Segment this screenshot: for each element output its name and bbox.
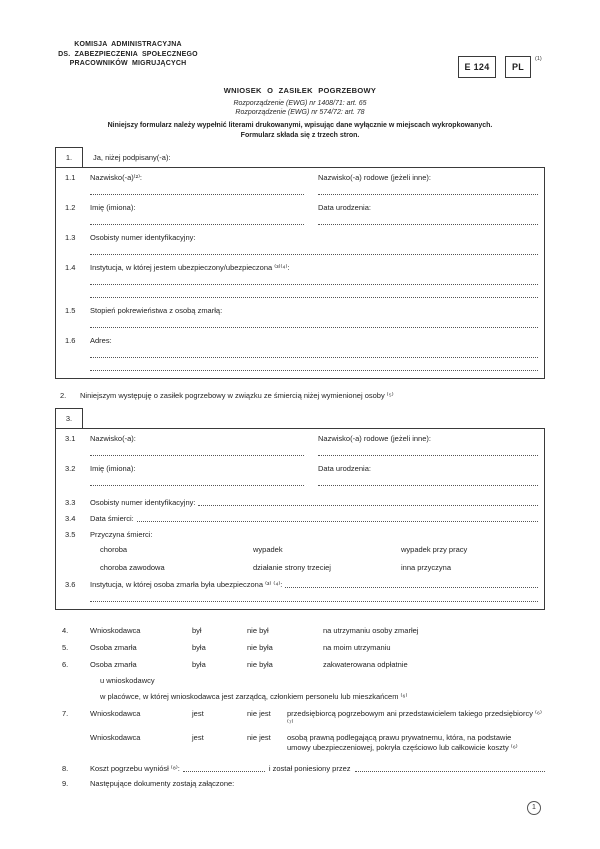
option-cause-third-party[interactable]: działanie strony trzeciej <box>253 563 331 572</box>
statement-number: 6. <box>62 660 69 669</box>
statement-description: na utrzymaniu osoby zmarłej <box>323 626 419 635</box>
field-number: 1.4 <box>65 263 76 272</box>
option-7a-positive[interactable]: jest <box>192 709 204 718</box>
country-code-box: PL <box>505 56 531 78</box>
label-relationship: Stopień pokrewieństwa z osobą zmarłą: <box>90 306 223 315</box>
regulation-line: Rozporządzenie (EWG) nr 1408/71: art. 65 <box>233 100 367 107</box>
statement-row-7b <box>55 733 545 753</box>
form-code-group <box>458 56 542 78</box>
form-title: WNIOSEK O ZASIŁEK POGRZEBOWY <box>223 86 377 95</box>
option-7b-negative[interactable]: nie jest <box>247 733 271 742</box>
statement-number: 7. <box>62 709 69 718</box>
country-footnote-marker: (1) <box>535 56 542 62</box>
option-5-positive[interactable]: była <box>192 643 206 652</box>
input-line-8-borne-by[interactable] <box>355 770 545 772</box>
input-line-1-3-personal-id[interactable] <box>90 253 538 255</box>
statement-number: 9. <box>62 779 69 788</box>
field-number: 1.1 <box>65 173 76 182</box>
input-line-8-cost[interactable] <box>183 770 265 772</box>
statements-section <box>55 626 545 788</box>
statement-number: 5. <box>62 643 69 652</box>
input-line-1-1-birth-surname[interactable] <box>318 193 538 195</box>
input-line-3-1-surname[interactable] <box>90 454 304 456</box>
statement-subject: Osoba zmarła <box>90 660 137 669</box>
field-number: 3.3 <box>65 498 76 507</box>
label-forenames: Imię (imiona): <box>90 203 136 212</box>
option-7a-negative[interactable]: nie jest <box>247 709 271 718</box>
statement-number: 8. <box>62 764 69 773</box>
regulation-line: Rozporządzenie (EWG) nr 574/72: art. 78 <box>235 109 365 116</box>
page-number-badge: 1 <box>527 801 541 815</box>
label-date-of-birth: Data urodzenia: <box>318 203 371 212</box>
statement-row-4 <box>55 626 545 635</box>
form-code-box: E 124 <box>458 56 496 78</box>
statement-description: osobą prawną podlegającą prawu prywatnemu, która, na podstawie umowy ubezpieczeniowej, pokryła częściowo lub całkowicie koszty ⁽⁶⁾ <box>287 733 518 752</box>
input-line-3-3-personal-id[interactable] <box>198 504 538 506</box>
option-cause-accident-at-work[interactable]: wypadek przy pracy <box>401 545 468 554</box>
option-cause-occupational-disease[interactable]: choroba zawodowa <box>100 563 165 572</box>
statement-row-7a <box>55 709 545 727</box>
section-2-text: Niniejszym występuję o zasiłek pogrzebowy w związku ze śmiercią niżej wymienionej osoby ⁽⁵⁾ <box>80 391 394 400</box>
statement-row-5 <box>55 643 545 652</box>
input-line-3-4-date-of-death[interactable] <box>137 520 538 522</box>
statement-subject: Wnioskodawca <box>90 626 141 635</box>
section-1-box <box>55 167 545 379</box>
label-insuring-institution: Instytucja, w której jestem ubezpieczony/ubezpieczona ⁽³⁾⁽⁴⁾: <box>90 263 290 272</box>
section-1-header <box>55 147 545 168</box>
label-deceased-institution: Instytucja, w której osoba zmarła była ubezpieczona ⁽³⁾ ⁽⁴⁾: <box>90 580 283 589</box>
statement-subject: Wnioskodawca <box>90 709 141 718</box>
input-line-1-5-relationship[interactable] <box>90 326 538 328</box>
statement-subject: Wnioskodawca <box>90 733 141 742</box>
option-6-at-establishment[interactable]: w placówce, w której wnioskodawca jest zarządcą, członkiem personelu lub mieszkańcem ⁽⁶⁾ <box>100 692 408 701</box>
label-date-of-death: Data śmierci: <box>90 514 134 523</box>
label-deceased-personal-id: Osobisty numer identyfikacyjny: <box>90 498 196 507</box>
input-line-1-4-institution-1[interactable] <box>90 283 538 285</box>
statement-description: zakwaterowana odpłatnie <box>323 660 408 669</box>
option-7b-positive[interactable]: jest <box>192 733 204 742</box>
label-cause-of-death: Przyczyna śmierci: <box>90 530 153 539</box>
instruction-line: Niniejszy formularz należy wypełnić literami drukowanymi, wpisując dane wyłącznie w miejscach wykropkowanych. <box>107 122 493 129</box>
input-line-3-6-institution-2[interactable] <box>90 600 538 602</box>
committee-name <box>38 40 218 69</box>
statement-description: na moim utrzymaniu <box>323 643 391 652</box>
field-number: 1.5 <box>65 306 76 315</box>
section-3-box <box>55 428 545 610</box>
label-attached-documents: Następujące dokumenty zostają załączone: <box>90 779 235 788</box>
option-cause-other[interactable]: inna przyczyna <box>401 563 452 572</box>
option-6-positive[interactable]: była <box>192 660 206 669</box>
label-deceased-birth-surname: Nazwisko(-a) rodowe (jeżeli inne): <box>318 434 431 443</box>
instruction-line: Formularz składa się z trzech stron. <box>240 132 360 139</box>
label-borne-by: i został poniesiony przez <box>268 764 351 773</box>
input-line-3-2-date-of-birth[interactable] <box>318 484 538 486</box>
section-3-number-box: 3. <box>55 408 83 429</box>
section-1-number-box: 1. <box>55 147 83 168</box>
option-4-positive[interactable]: był <box>192 626 202 635</box>
label-funeral-cost: Koszt pogrzebu wyniósł ⁽⁸⁾: <box>90 764 180 773</box>
statement-subject: Osoba zmarła <box>90 643 137 652</box>
section-1-intro: Ja, niżej podpisany(-a): <box>93 153 171 162</box>
statement-description: przedsiębiorcą pogrzebowym ani przedstawicielem takiego przedsiębiorcy ⁽⁶⁾ ⁽⁷⁾ <box>287 709 542 727</box>
statement-row-9 <box>55 779 545 788</box>
field-number: 3.1 <box>65 434 76 443</box>
input-line-1-6-address-2[interactable] <box>90 369 538 371</box>
section-2-number: 2. <box>60 391 67 400</box>
label-deceased-forenames: Imię (imiona): <box>90 464 136 473</box>
input-line-3-1-birth-surname[interactable] <box>318 454 538 456</box>
input-line-1-2-forenames[interactable] <box>90 223 304 225</box>
label-birth-surname: Nazwisko(-a) rodowe (jeżeli inne): <box>318 173 431 182</box>
label-personal-id: Osobisty numer identyfikacyjny: <box>90 233 196 242</box>
form-body <box>55 147 545 788</box>
option-5-negative[interactable]: nie była <box>247 643 273 652</box>
field-number: 3.2 <box>65 464 76 473</box>
input-line-1-1-surname[interactable] <box>90 193 304 195</box>
field-number: 3.4 <box>65 514 76 523</box>
input-line-1-4-institution-2[interactable] <box>90 296 538 298</box>
input-line-3-6-institution-1[interactable] <box>285 586 538 588</box>
option-6-at-claimant[interactable]: u wnioskodawcy <box>100 676 155 685</box>
committee-line: PRACOWNIKÓW MIGRUJĄCYCH <box>69 60 187 67</box>
option-cause-accident[interactable]: wypadek <box>253 545 283 554</box>
input-line-3-2-forenames[interactable] <box>90 484 304 486</box>
field-number: 1.3 <box>65 233 76 242</box>
field-number: 1.6 <box>65 336 76 345</box>
option-6-negative[interactable]: nie była <box>247 660 273 669</box>
option-cause-illness[interactable]: choroba <box>100 545 128 554</box>
committee-line: KOMISJA ADMINISTRACYJNA <box>74 41 182 48</box>
field-number: 3.5 <box>65 530 76 539</box>
statement-row-6 <box>55 660 545 669</box>
field-number: 3.6 <box>65 580 76 589</box>
label-surname: Nazwisko(-a)⁽²⁾: <box>90 173 143 182</box>
statement-number: 4. <box>62 626 69 635</box>
section-3-header <box>55 408 545 429</box>
label-address: Adres: <box>90 336 112 345</box>
label-deceased-surname: Nazwisko(-a): <box>90 434 136 443</box>
statement-row-8 <box>55 764 545 773</box>
field-number: 1.2 <box>65 203 76 212</box>
option-4-negative[interactable]: nie był <box>247 626 269 635</box>
section-2-statement <box>55 391 545 400</box>
input-line-1-2-date-of-birth[interactable] <box>318 223 538 225</box>
input-line-1-6-address-1[interactable] <box>90 356 538 358</box>
label-deceased-date-of-birth: Data urodzenia: <box>318 464 371 473</box>
committee-line: DS. ZABEZPIECZENIA SPOŁECZNEGO <box>58 50 198 58</box>
